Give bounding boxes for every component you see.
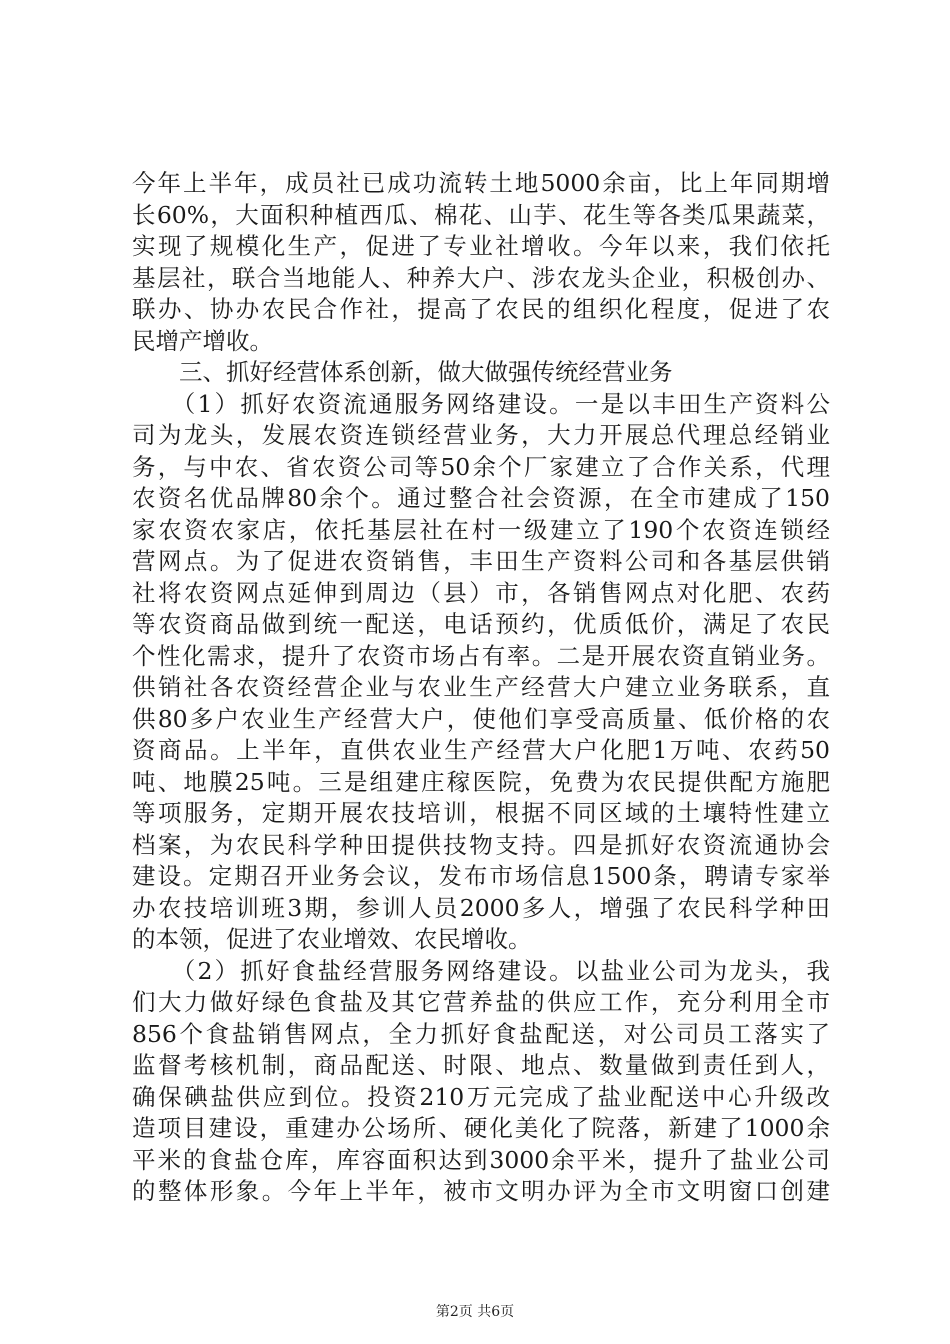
text-line: 基层社，联合当地能人、种养大户、涉农龙头企业，积极创办、 — [132, 263, 830, 292]
text-line: 办农技培训班3期，参训人员2000多人，增强了农民科学种田 — [132, 893, 830, 922]
text-line: 营网点。为了促进农资销售，丰田生产资料公司和各基层供销 — [132, 547, 830, 575]
text-line: 等项服务，定期开展农技培训，根据不同区域的土壤特性建立 — [132, 799, 830, 827]
text-line: 社将农资网点延伸到周边（县）市，各销售网点对化肥、农药 — [132, 578, 830, 607]
text-line: 今年上半年，成员社已成功流转土地5000余亩，比上年同期增 — [132, 169, 830, 197]
text-line: 供销社各农资经营企业与农业生产经营大户建立业务联系，直 — [132, 673, 830, 701]
text-line: 平米的食盐仓库，库容面积达到3000余平米，提升了盐业公司 — [132, 1145, 830, 1174]
text-line: 等农资商品做到统一配送，电话预约，优质低价，满足了农民 — [132, 610, 830, 638]
text-line: 供80多户农业生产经营大户，使他们享受高质量、低价格的农 — [132, 704, 830, 733]
text-line: 联办、协办农民合作社，提高了农民的组织化程度，促进了农 — [132, 295, 830, 323]
text-line: 的本领，促进了农业增效、农民增收。 — [132, 925, 532, 953]
text-line: 个性化需求，提升了农资市场占有率。二是开展农资直销业务。 — [132, 641, 830, 670]
text-line: 监督考核机制，商品配送、时限、地点、数量做到责任到人， — [132, 1051, 830, 1079]
text-line: 务，与中农、省农资公司等50余个厂家建立了合作关系，代理 — [132, 452, 830, 481]
text-line: 农资名优品牌80余个。通过整合社会资源，在全市建成了150 — [132, 484, 830, 512]
text-line: （2）抓好食盐经营服务网络建设。以盐业公司为龙头，我 — [132, 956, 830, 985]
text-line: 确保碘盐供应到位。投资210万元完成了盐业配送中心升级改 — [132, 1082, 830, 1111]
body-text — [132, 168, 830, 1208]
text-line: 吨、地膜25吨。三是组建庄稼医院，免费为农民提供配方施肥 — [132, 767, 830, 796]
text-line: 三、抓好经营体系创新，做大做强传统经营业务 — [132, 358, 673, 386]
page-number-footer: 第2页 共6页 — [435, 1304, 515, 1320]
text-line: 长60%，大面积种植西瓜、棉花、山芋、花生等各类瓜果蔬菜， — [132, 200, 830, 229]
text-line: 们大力做好绿色食盐及其它营养盐的供应工作，充分利用全市 — [132, 988, 830, 1016]
text-line: 造项目建设，重建办公场所、硬化美化了院落，新建了1000余 — [132, 1114, 830, 1142]
text-line: 民增产增收。 — [132, 326, 273, 355]
text-line: 建设。定期召开业务会议，发布市场信息1500条，聘请专家举 — [132, 862, 830, 890]
text-line: 856个食盐销售网点，全力抓好食盐配送，对公司员工落实了 — [132, 1019, 830, 1048]
text-line: 家农资农家店，依托基层社在村一级建立了190个农资连锁经 — [132, 515, 830, 544]
text-line: 实现了规模化生产，促进了专业社增收。今年以来，我们依托 — [132, 232, 830, 260]
text-line: （1）抓好农资流通服务网络建设。一是以丰田生产资料公 — [132, 389, 830, 418]
text-line: 档案，为农民科学种田提供技物支持。四是抓好农资流通协会 — [132, 830, 830, 859]
text-line: 资商品。上半年，直供农业生产经营大户化肥1万吨、农药50 — [132, 736, 830, 764]
text-line: 司为龙头，发展农资连锁经营业务，大力开展总代理总经销业 — [132, 421, 830, 449]
text-line: 的整体形象。今年上半年，被市文明办评为全市文明窗口创建 — [132, 1177, 830, 1205]
